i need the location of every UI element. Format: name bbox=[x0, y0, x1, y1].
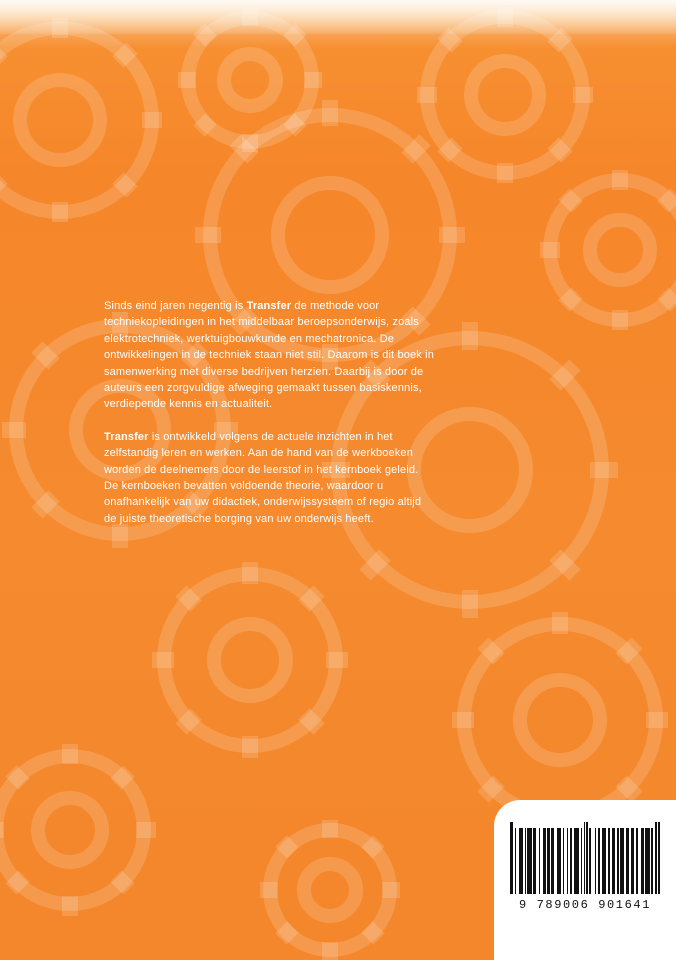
back-cover-blurb bbox=[104, 298, 434, 527]
blurb-p1-text-1: Sinds eind jaren negentig is bbox=[104, 300, 247, 312]
barcode-bars bbox=[510, 828, 660, 894]
blurb-p2-text: is ontwikkeld volgens de actuele inzichten in het zelfstandig leren en werken. Aan de hand van de werkboeken worden de deelnemers door de leerstof in het kernboek geleid. De kernboeken bevatten voldoende theorie, waardoor u onafhankelijk van uw didactiek, onderwijssysteem of regio altijd de juiste theoretische borging van uw onderwijs heeft. bbox=[104, 430, 422, 525]
brand-name-transfer-2: Transfer bbox=[104, 430, 149, 443]
blurb-p1-text-2: de methode voor techniekopleidingen in het middelbaar beroepsonderwijs, zoals elektrotechniek, werktuigbouwkunde en mechatronica. De ontwikkelingen in de techniek staan niet stil. Daarom is dit boek in samenwerking met diverse bedrijven herzien. Daarbij is door de auteurs een zorgvuldige afweging gemaakt tussen basiskennis, verdiepende kennis en actualiteit. bbox=[104, 300, 434, 411]
blurb-paragraph-1 bbox=[104, 298, 434, 413]
brand-name-transfer: Transfer bbox=[246, 300, 292, 312]
barcode bbox=[510, 828, 660, 912]
barcode-panel bbox=[494, 800, 676, 960]
blurb-paragraph-2 bbox=[104, 429, 434, 527]
isbn-digits: 9 789006 901641 bbox=[518, 898, 652, 912]
